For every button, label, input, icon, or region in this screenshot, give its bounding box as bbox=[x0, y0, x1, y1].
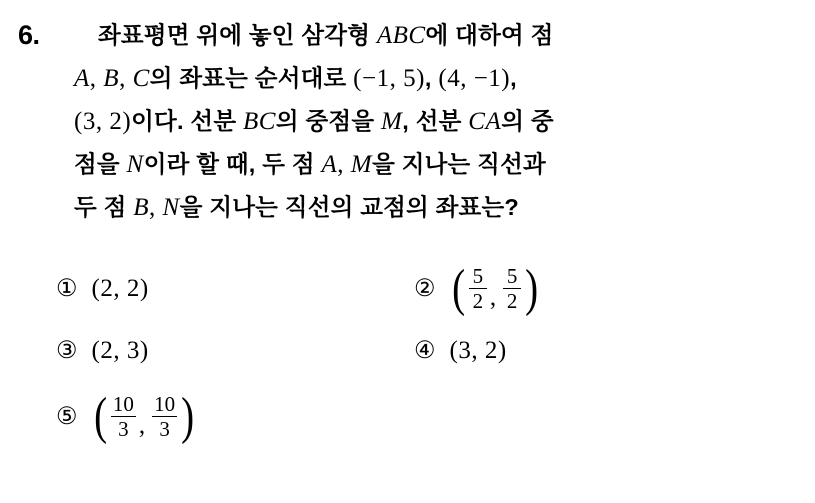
question-number: 6. bbox=[18, 20, 40, 50]
math-segment-bc: BC bbox=[242, 108, 276, 135]
choice-marker-2: ② bbox=[414, 276, 436, 302]
choice-marker-5: ⑤ bbox=[56, 404, 78, 430]
math-point-b: B bbox=[103, 65, 120, 92]
choice-row-1 bbox=[56, 259, 776, 317]
choice-row-2 bbox=[56, 325, 776, 377]
math-point-m: M bbox=[380, 108, 403, 135]
math-point-n: N bbox=[126, 151, 144, 178]
stem-line-5 bbox=[74, 186, 774, 229]
stem-text: , bbox=[510, 65, 517, 91]
fraction-right bbox=[503, 263, 521, 314]
choice-marker-4: ④ bbox=[414, 338, 436, 364]
stem-line-1 bbox=[74, 14, 774, 57]
choice-text-4: (3, 2) bbox=[449, 337, 507, 364]
open-paren: ( bbox=[93, 387, 107, 445]
choice-option-3[interactable] bbox=[56, 337, 414, 365]
math-comma: , bbox=[119, 65, 133, 92]
stem-line-4 bbox=[74, 143, 774, 186]
fraction-left bbox=[469, 263, 487, 314]
choice-option-1[interactable] bbox=[56, 275, 414, 303]
math-triangle-abc: ABC bbox=[376, 22, 426, 49]
choice-row-3 bbox=[56, 387, 776, 445]
choice-option-5[interactable] bbox=[56, 387, 414, 445]
fraction-numerator: 5 bbox=[506, 263, 518, 288]
math-comma: , bbox=[89, 65, 104, 92]
stem-text: 점을 bbox=[74, 151, 127, 177]
choice-option-2[interactable] bbox=[414, 259, 540, 317]
comma: , bbox=[138, 412, 146, 440]
math-point-m: M bbox=[350, 151, 373, 178]
math-point-c: C bbox=[132, 65, 150, 92]
stem-text: 의 중점을 bbox=[275, 108, 381, 134]
math-point-b: B bbox=[133, 194, 150, 221]
math-point-a: A bbox=[321, 151, 338, 178]
open-paren: ( bbox=[451, 259, 465, 317]
math-coord-b: (4, −1) bbox=[438, 65, 511, 92]
answer-choices bbox=[56, 259, 776, 445]
stem-line-3 bbox=[74, 100, 774, 143]
stem-text: 에 대하여 점 bbox=[425, 22, 554, 48]
stem-text: , 선분 bbox=[402, 108, 469, 134]
fraction-numerator: 10 bbox=[112, 391, 134, 416]
fraction-denominator: 2 bbox=[506, 289, 518, 314]
question-text bbox=[74, 14, 774, 229]
choice-text-5 bbox=[92, 387, 197, 445]
comma: , bbox=[489, 284, 497, 312]
stem-text: 두 점 bbox=[74, 194, 134, 220]
math-coord-a: (−1, 5) bbox=[353, 65, 425, 92]
choice-marker-1: ① bbox=[56, 276, 78, 302]
choice-text-1: (2, 2) bbox=[91, 275, 149, 302]
close-paren: ) bbox=[525, 259, 539, 317]
choice-option-4[interactable] bbox=[414, 337, 507, 365]
choice-text-2 bbox=[450, 259, 541, 317]
fraction-denominator: 3 bbox=[118, 417, 129, 442]
fraction-numerator: 5 bbox=[472, 263, 484, 288]
math-point-a: A bbox=[74, 65, 90, 92]
fraction-denominator: 2 bbox=[472, 289, 484, 314]
stem-text: 을 지나는 직선의 교점의 좌표는? bbox=[179, 194, 519, 220]
fraction-numerator: 10 bbox=[154, 391, 176, 416]
question-stem bbox=[18, 14, 797, 229]
close-paren: ) bbox=[181, 387, 195, 445]
math-segment-ca: CA bbox=[468, 108, 502, 135]
choice-text-3: (2, 3) bbox=[91, 337, 149, 364]
math-comma: , bbox=[149, 194, 163, 221]
math-point-n: N bbox=[162, 194, 180, 221]
stem-text: 의 중 bbox=[501, 108, 554, 134]
stem-text: 이다. 선분 bbox=[131, 108, 243, 134]
stem-text: 좌표평면 위에 놓인 삼각형 bbox=[98, 22, 377, 48]
stem-text: , bbox=[424, 65, 439, 91]
stem-text: 의 좌표는 순서대로 bbox=[149, 65, 354, 91]
stem-text: 이라 할 때, 두 점 bbox=[143, 151, 322, 177]
fraction-left bbox=[111, 391, 136, 442]
math-coord-c: (3, 2) bbox=[74, 108, 132, 135]
stem-text: 을 지나는 직선과 bbox=[372, 151, 546, 177]
choice-marker-3: ③ bbox=[56, 338, 78, 364]
fraction-right bbox=[152, 391, 177, 442]
stem-line-2 bbox=[74, 57, 774, 100]
math-comma: , bbox=[337, 151, 351, 178]
fraction-denominator: 3 bbox=[159, 417, 170, 442]
